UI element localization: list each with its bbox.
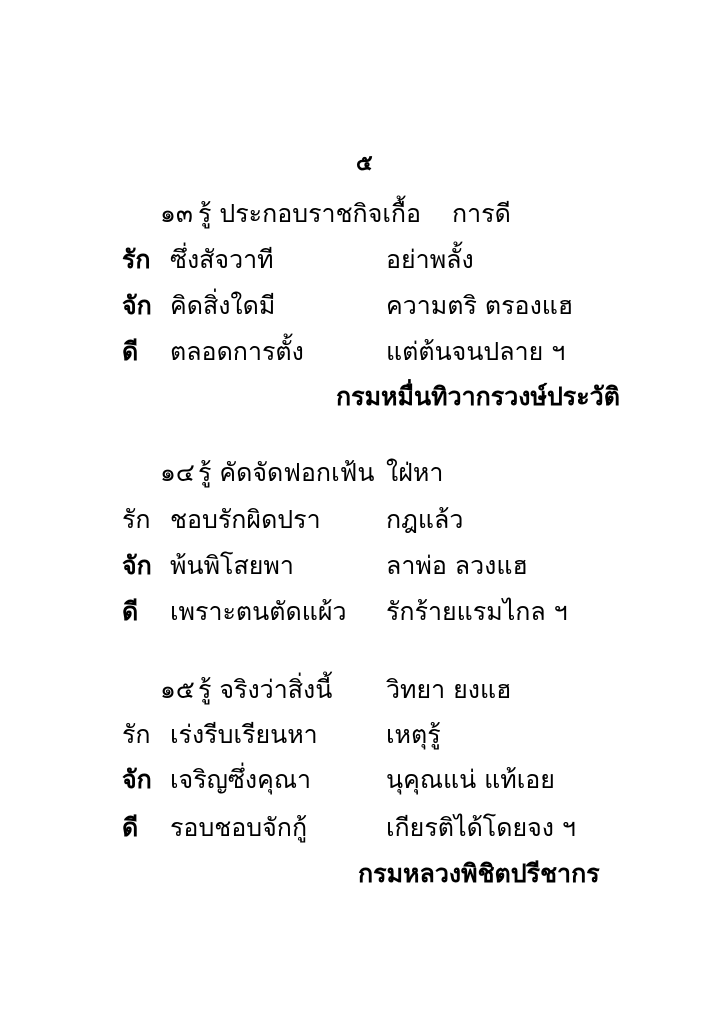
line-second: เหตุรู้	[386, 720, 441, 749]
line-head: รัก	[122, 505, 151, 534]
line-head: จัก	[122, 765, 152, 794]
line-head: ดี	[122, 337, 139, 366]
line-first: เร่งรีบเรียนหา	[170, 720, 318, 749]
line-head: จัก	[122, 291, 152, 320]
line-first: คิดสิ่งใดมี	[170, 291, 276, 320]
line-first: รอบชอบจักกู้	[170, 813, 308, 842]
line-second: ความตริ ตรองแฮ	[386, 291, 574, 320]
line-first: พ้นพิโสยพา	[170, 551, 294, 580]
line-first: ซึ่งสัจวาที	[170, 245, 274, 274]
stanza-opening: รู้ จริงว่าสิ่งนี้	[198, 675, 333, 704]
line-second: แต่ต้นจนปลาย ฯ	[386, 337, 566, 366]
page-number: ๕	[356, 151, 373, 176]
line-second: ลาพ่อ ลวงแฮ	[386, 551, 528, 580]
line-head: รัก	[122, 245, 151, 274]
line-second: อย่าพลั้ง	[386, 245, 474, 274]
author: กรมหลวงพิชิตปรีชากร	[358, 859, 600, 888]
line-head: ดี	[122, 813, 139, 842]
stanza-opening-end: ใฝ่หา	[386, 458, 444, 487]
line-head: ดี	[122, 597, 139, 626]
stanza-number: ๑๔	[160, 458, 195, 487]
stanza-number: ๑๓	[160, 199, 193, 228]
line-second: รักร้ายแรมไกล ฯ	[386, 597, 568, 626]
line-second: กฎแล้ว	[386, 505, 464, 534]
stanza-opening: รู้ ประกอบราชกิจเกื้อ	[198, 199, 422, 228]
line-first: ชอบรักผิดปรา	[170, 505, 321, 534]
line-second: นุคุณแน่ แท้เอย	[386, 765, 555, 794]
line-first: เพราะตนตัดแผ้ว	[170, 597, 347, 626]
line-second: เกียรติได้โดยจง ฯ	[386, 813, 576, 842]
stanza-opening-end: การดี	[452, 199, 511, 228]
line-head: จัก	[122, 551, 152, 580]
line-first: เจริญซึ่งคุณา	[170, 765, 312, 794]
line-first: ตลอดการตั้ง	[170, 337, 304, 366]
stanza-opening-end: วิทยา ยงแฮ	[386, 675, 512, 704]
stanza-number: ๑๕	[160, 675, 195, 704]
line-head: รัก	[122, 720, 151, 749]
author: กรมหมื่นทิวากรวงษ์ประวัติ	[336, 382, 620, 411]
stanza-opening: รู้ คัดจัดฟอกเฟ้น	[198, 458, 375, 487]
